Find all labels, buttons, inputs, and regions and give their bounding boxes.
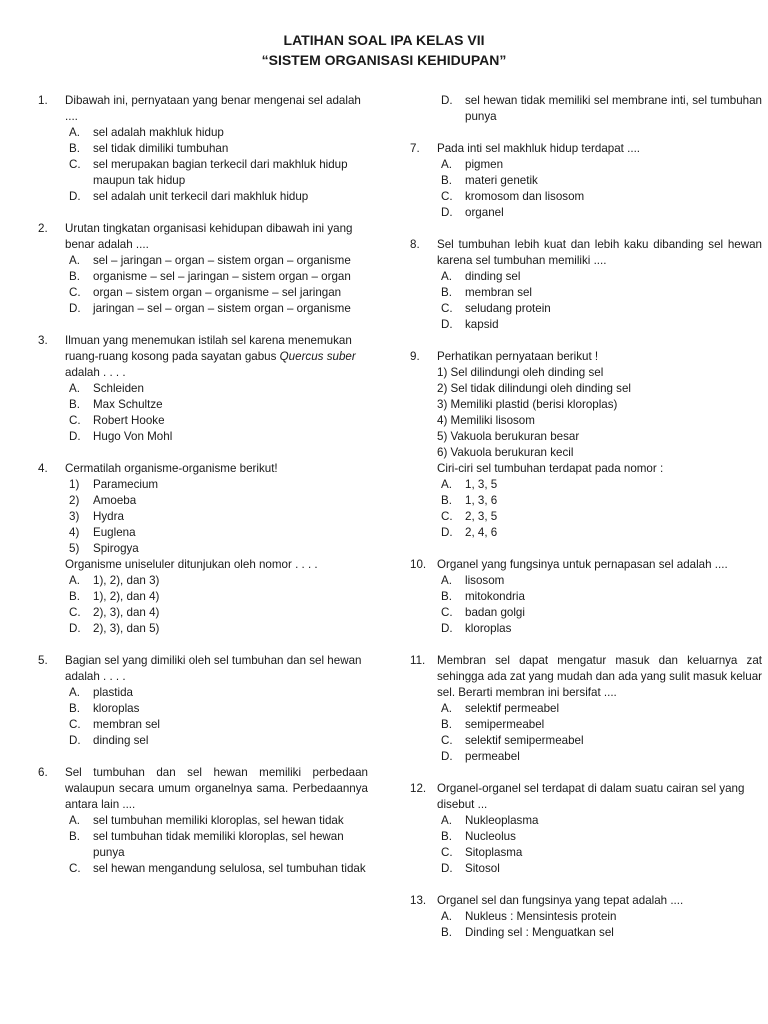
option-letter: D. xyxy=(441,526,453,539)
question-2 xyxy=(38,221,368,317)
item-text: Hydra xyxy=(93,510,124,523)
option-text: membran sel xyxy=(465,286,533,299)
option-c[interactable] xyxy=(410,189,762,205)
option-c[interactable] xyxy=(38,605,368,621)
item-number: 5) xyxy=(69,542,80,555)
question-number: 8. xyxy=(410,238,420,251)
option-letter: C. xyxy=(69,158,81,171)
list-item xyxy=(38,525,368,541)
option-text: sel – jaringan – organ – sistem organ – organisme xyxy=(93,254,351,267)
question-5 xyxy=(38,653,368,749)
option-a[interactable] xyxy=(38,125,368,141)
question-10 xyxy=(410,557,762,637)
question-text: Pada inti sel makhluk hidup terdapat .... xyxy=(437,142,641,155)
option-text: semipermeabel xyxy=(465,718,545,731)
option-letter: B. xyxy=(441,174,452,187)
option-text: Hugo Von Mohl xyxy=(93,430,173,443)
option-text: sel adalah unit terkecil dari makhluk hidup xyxy=(93,190,309,203)
statement-item: 1) Sel dilindungi oleh dinding sel xyxy=(437,366,604,379)
option-text: 2), 3), dan 4) xyxy=(93,606,160,619)
option-text: kapsid xyxy=(465,318,499,331)
item-text: Paramecium xyxy=(93,478,159,491)
option-letter: A. xyxy=(69,574,80,587)
option-text: dinding sel xyxy=(465,270,521,283)
option-a[interactable] xyxy=(38,813,368,829)
option-letter: A. xyxy=(69,382,80,395)
option-text: Max Schultze xyxy=(93,398,163,411)
option-text: sel merupakan bagian terkecil dari makhluk hidup maupun tak hidup xyxy=(93,158,348,187)
option-text: 1, 3, 6 xyxy=(465,494,498,507)
option-letter: A. xyxy=(441,158,452,171)
option-letter: B. xyxy=(69,590,80,603)
option-a[interactable] xyxy=(38,573,368,589)
option-letter: D. xyxy=(441,862,453,875)
option-c[interactable] xyxy=(410,733,762,749)
question-number: 4. xyxy=(38,462,48,475)
option-d[interactable] xyxy=(410,749,762,765)
option-text: 1, 3, 5 xyxy=(465,478,498,491)
option-text: pigmen xyxy=(465,158,504,171)
question-number: 10. xyxy=(410,558,427,571)
option-b[interactable] xyxy=(410,285,762,301)
option-text: sel tumbuhan memiliki kloroplas, sel hewan tidak xyxy=(93,814,344,827)
option-letter: C. xyxy=(69,718,81,731)
question-6-continued xyxy=(410,93,762,125)
option-letter: D. xyxy=(441,622,453,635)
option-c[interactable] xyxy=(38,285,368,301)
option-text: jaringan – sel – organ – sistem organ – organisme xyxy=(93,302,351,315)
option-text: sel tumbuhan tidak memiliki kloroplas, sel hewan punya xyxy=(93,830,344,859)
question-11 xyxy=(410,653,762,765)
question-text-before: Ilmuan yang menemukan istilah sel karena menemukan ruang-ruang kosong pada sayatan gabus xyxy=(65,334,352,363)
option-text: Nukleoplasma xyxy=(465,814,539,827)
option-d[interactable] xyxy=(38,733,368,749)
question-3 xyxy=(38,333,368,445)
option-letter: A. xyxy=(441,478,452,491)
option-letter: C. xyxy=(441,734,453,747)
option-text: Sitosol xyxy=(465,862,500,875)
statement-item: 2) Sel tidak dilindungi oleh dinding sel xyxy=(437,382,632,395)
document-title: LATIHAN SOAL IPA KELAS VII xyxy=(283,32,485,48)
option-letter: A. xyxy=(441,270,452,283)
list-item xyxy=(38,541,368,557)
option-c[interactable] xyxy=(38,413,368,429)
option-b[interactable] xyxy=(38,397,368,413)
option-text: 2), 3), dan 5) xyxy=(93,622,160,635)
option-a[interactable] xyxy=(410,477,762,493)
option-letter: A. xyxy=(441,814,452,827)
question-text: Dibawah ini, pernyataan yang benar mengenai sel adalah .... xyxy=(65,94,361,123)
option-text: permeabel xyxy=(465,750,520,763)
question-text: Sel tumbuhan dan sel hewan memiliki perbedaan walaupun secara umum organelnya sama. Perbedaannya antara lain .... xyxy=(65,766,368,811)
option-c[interactable] xyxy=(410,301,762,317)
option-letter: A. xyxy=(69,254,80,267)
statement-item: 5) Vakuola berukuran besar xyxy=(437,430,580,443)
option-text: sel hewan tidak memiliki sel membrane inti, sel tumbuhan punya xyxy=(465,94,762,123)
option-c[interactable] xyxy=(410,845,762,861)
option-c[interactable] xyxy=(38,717,368,733)
list-item xyxy=(38,493,368,509)
list-item xyxy=(38,477,368,493)
option-d[interactable] xyxy=(38,429,368,445)
option-text: Nucleolus xyxy=(465,830,516,843)
option-letter: B. xyxy=(441,718,452,731)
question-8 xyxy=(410,237,762,333)
item-number: 1) xyxy=(69,478,80,491)
question-number: 5. xyxy=(38,654,48,667)
option-d[interactable] xyxy=(38,301,368,317)
statement-item: 3) Memiliki plastid (berisi kloroplas) xyxy=(437,398,618,411)
question-13 xyxy=(410,893,762,941)
option-c[interactable] xyxy=(410,509,762,525)
option-letter: A. xyxy=(441,574,452,587)
question-text: Urutan tingkatan organisasi kehidupan dibawah ini yang benar adalah .... xyxy=(65,222,353,251)
option-b[interactable] xyxy=(410,589,762,605)
item-text: Amoeba xyxy=(93,494,137,507)
option-letter: D. xyxy=(69,622,81,635)
option-b[interactable] xyxy=(38,829,368,861)
option-letter: C. xyxy=(69,286,81,299)
option-b[interactable] xyxy=(410,493,762,509)
option-letter: D. xyxy=(441,750,453,763)
question-text: Membran sel dapat mengatur masuk dan keluarnya zat sehingga ada zat yang mudah dan ada yang sulit masuk keluar sel. Berarti membran ini bersifat .... xyxy=(437,654,762,699)
left-column xyxy=(38,93,368,893)
option-letter: A. xyxy=(441,702,452,715)
option-letter: D. xyxy=(69,734,81,747)
item-number: 2) xyxy=(69,494,80,507)
option-letter: B. xyxy=(441,494,452,507)
option-d[interactable] xyxy=(410,205,762,221)
option-letter: C. xyxy=(69,414,81,427)
option-letter: D. xyxy=(69,430,81,443)
option-b[interactable] xyxy=(38,141,368,157)
option-text: 2, 3, 5 xyxy=(465,510,498,523)
option-letter: C. xyxy=(441,606,453,619)
option-a[interactable] xyxy=(410,813,762,829)
option-text: 1), 2), dan 4) xyxy=(93,590,160,603)
option-letter: D. xyxy=(441,318,453,331)
question-12 xyxy=(410,781,762,877)
option-a[interactable] xyxy=(38,685,368,701)
option-text: 2, 4, 6 xyxy=(465,526,498,539)
option-d[interactable] xyxy=(410,861,762,877)
option-text: sel hewan mengandung selulosa, sel tumbuhan tidak xyxy=(93,862,366,875)
statement-item: 6) Vakuola berukuran kecil xyxy=(437,446,574,459)
option-text: materi genetik xyxy=(465,174,538,187)
item-text: Euglena xyxy=(93,526,136,539)
question-4 xyxy=(38,461,368,637)
option-letter: D. xyxy=(69,302,81,315)
option-letter: D. xyxy=(441,94,453,107)
option-a[interactable] xyxy=(410,701,762,717)
question-text: Perhatikan pernyataan berikut ! xyxy=(437,350,599,363)
option-text: organel xyxy=(465,206,504,219)
question-number: 3. xyxy=(38,334,48,347)
option-letter: A. xyxy=(69,814,80,827)
option-text: badan golgi xyxy=(465,606,525,619)
option-letter: C. xyxy=(441,510,453,523)
option-text: dinding sel xyxy=(93,734,149,747)
option-text: Robert Hooke xyxy=(93,414,165,427)
option-letter: A. xyxy=(441,910,452,923)
option-text: kromosom dan lisosom xyxy=(465,190,585,203)
question-text: Organel sel dan fungsinya yang tepat adalah .... xyxy=(437,894,684,907)
option-letter: A. xyxy=(69,126,80,139)
option-c[interactable] xyxy=(38,157,368,189)
document-subtitle: “SISTEM ORGANISASI KEHIDUPAN” xyxy=(261,52,507,68)
option-text: kloroplas xyxy=(93,702,140,715)
question-number: 7. xyxy=(410,142,420,155)
option-letter: B. xyxy=(69,142,80,155)
option-b[interactable] xyxy=(410,717,762,733)
option-text: sel tidak dimiliki tumbuhan xyxy=(93,142,229,155)
item-number: 3) xyxy=(69,510,80,523)
question-number: 9. xyxy=(410,350,420,363)
species-name: Quercus suber xyxy=(279,350,356,363)
option-text: seludang protein xyxy=(465,302,551,315)
question-number: 12. xyxy=(410,782,427,795)
option-d[interactable] xyxy=(410,93,762,125)
right-column xyxy=(410,93,762,957)
question-text: Sel tumbuhan lebih kuat dan lebih kaku dibanding sel hewan karena sel tumbuhan memiliki .... xyxy=(437,238,762,267)
option-letter: B. xyxy=(69,270,80,283)
question-9 xyxy=(410,349,762,541)
question-text: Cermatilah organisme-organisme berikut! xyxy=(65,462,278,475)
option-letter: B. xyxy=(69,702,80,715)
option-letter: D. xyxy=(441,206,453,219)
option-letter: A. xyxy=(69,686,80,699)
option-d[interactable] xyxy=(410,317,762,333)
option-d[interactable] xyxy=(410,621,762,637)
question-6 xyxy=(38,765,368,877)
option-text: membran sel xyxy=(93,718,161,731)
option-text: mitokondria xyxy=(465,590,525,603)
option-a[interactable] xyxy=(410,573,762,589)
question-1 xyxy=(38,93,368,205)
question-text xyxy=(65,333,368,381)
question-number: 1. xyxy=(38,94,48,107)
list-item xyxy=(38,509,368,525)
question-text: Organel-organel sel terdapat di dalam suatu cairan sel yang disebut ... xyxy=(437,782,745,811)
option-text: 1), 2), dan 3) xyxy=(93,574,160,587)
option-a[interactable] xyxy=(38,381,368,397)
option-a[interactable] xyxy=(410,269,762,285)
option-text: organ – sistem organ – organisme – sel jaringan xyxy=(93,286,342,299)
option-text: Sitoplasma xyxy=(465,846,523,859)
option-d[interactable] xyxy=(38,621,368,637)
option-letter: B. xyxy=(441,926,452,939)
option-text: selektif semipermeabel xyxy=(465,734,584,747)
question-number: 11. xyxy=(410,654,426,667)
option-letter: B. xyxy=(441,590,452,603)
option-a[interactable] xyxy=(38,253,368,269)
question-number: 6. xyxy=(38,766,48,779)
option-letter: B. xyxy=(69,830,80,843)
option-text: lisosom xyxy=(465,574,505,587)
option-letter: C. xyxy=(69,862,81,875)
option-text: organisme – sel – jaringan – sistem organ – organ xyxy=(93,270,351,283)
option-letter: B. xyxy=(441,286,452,299)
question-number: 13. xyxy=(410,894,427,907)
option-b[interactable] xyxy=(38,701,368,717)
option-text: sel adalah makhluk hidup xyxy=(93,126,224,139)
option-a[interactable] xyxy=(410,909,762,925)
option-text: selektif permeabel xyxy=(465,702,560,715)
option-b[interactable] xyxy=(38,269,368,285)
question-prompt: Ciri-ciri sel tumbuhan terdapat pada nomor : xyxy=(437,462,664,475)
option-letter: C. xyxy=(441,302,453,315)
option-text: kloroplas xyxy=(465,622,512,635)
statement-item: 4) Memiliki lisosom xyxy=(437,414,535,427)
option-b[interactable] xyxy=(410,173,762,189)
option-letter: C. xyxy=(441,190,453,203)
option-b[interactable] xyxy=(410,925,762,941)
question-text-after: adalah . . . . xyxy=(65,366,126,379)
question-number: 2. xyxy=(38,222,48,235)
option-c[interactable] xyxy=(410,605,762,621)
option-b[interactable] xyxy=(38,589,368,605)
question-7 xyxy=(410,141,762,221)
document-header xyxy=(0,30,768,70)
option-text: Dinding sel : Menguatkan sel xyxy=(465,926,614,939)
option-letter: C. xyxy=(441,846,453,859)
option-text: Nukleus : Mensintesis protein xyxy=(465,910,617,923)
option-letter: D. xyxy=(69,190,81,203)
item-text: Spirogya xyxy=(93,542,139,555)
item-number: 4) xyxy=(69,526,80,539)
option-letter: B. xyxy=(69,398,80,411)
option-c[interactable] xyxy=(38,861,368,877)
option-d[interactable] xyxy=(410,525,762,541)
question-text: Organel yang fungsinya untuk pernapasan sel adalah .... xyxy=(437,558,728,571)
option-d[interactable] xyxy=(38,189,368,205)
option-letter: C. xyxy=(69,606,81,619)
option-b[interactable] xyxy=(410,829,762,845)
option-text: plastida xyxy=(93,686,133,699)
option-letter: B. xyxy=(441,830,452,843)
question-prompt: Organisme uniseluler ditunjukan oleh nomor . . . . xyxy=(65,558,318,571)
option-text: Schleiden xyxy=(93,382,144,395)
option-a[interactable] xyxy=(410,157,762,173)
question-text: Bagian sel yang dimiliki oleh sel tumbuhan dan sel hewan adalah . . . . xyxy=(65,654,362,683)
